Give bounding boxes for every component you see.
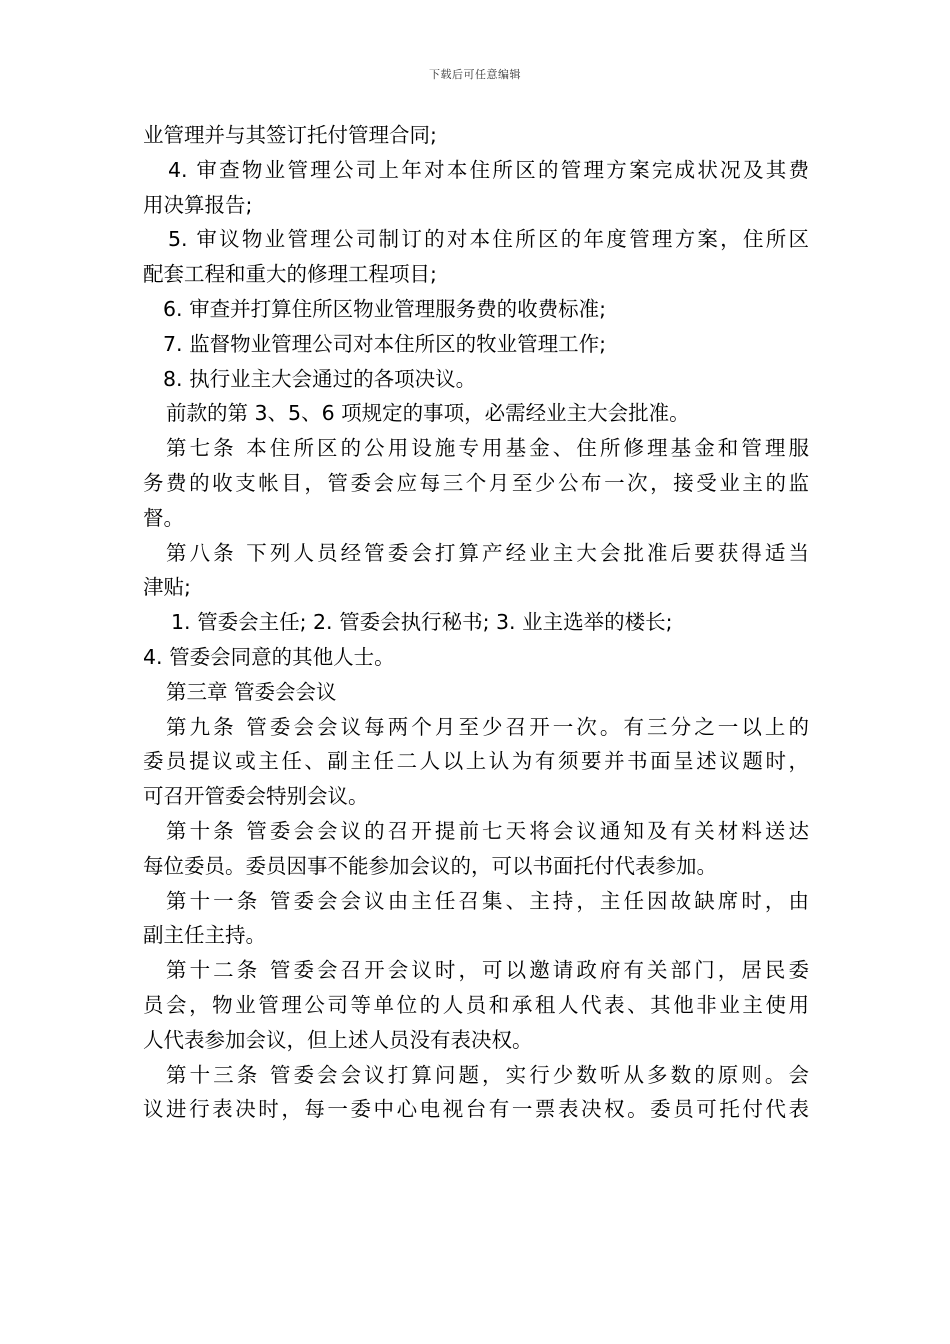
text-line: 务费的收支帐目，管委会应每三个月至少公布一次，接受业主的监 (143, 470, 809, 495)
text-line: 津贴; (143, 575, 191, 600)
document-body (143, 118, 809, 1127)
text-line: 员会，物业管理公司等单位的人员和承租人代表、其他非业主使用 (143, 992, 809, 1017)
text-line: 督。 (143, 505, 184, 530)
article-7: 第七条 本住所区的公用设施专用基金、住所修理基金和管理服 (166, 436, 809, 461)
article-11: 第十一条 管委会会议由主任召集、主持，主任因故缺席时，由 (166, 888, 809, 913)
text-line: 配套工程和重大的修理工程项目; (143, 262, 437, 287)
article-10: 第十条 管委会会议的召开提前七天将会议通知及有关材料送达 (166, 818, 809, 843)
chapter-heading: 第三章 管委会会议 (166, 679, 337, 704)
article-9: 第九条 管委会会议每两个月至少召开一次。有三分之一以上的 (166, 714, 809, 739)
text-line: 每位委员。委员因事不能参加会议的，可以书面托付代表参加。 (143, 853, 717, 878)
list-item-8: 8. 执行业主大会通过的各项决议。 (163, 366, 477, 391)
text-line: 4. 管委会同意的其他人士。 (143, 644, 395, 669)
text-line: 副主任主持。 (143, 923, 266, 948)
list-item-4: 4. 审查物业管理公司上年对本住所区的管理方案完成状况及其费 (168, 157, 809, 182)
article-8: 第八条 下列人员经管委会打算产经业主大会批准后要获得适当 (166, 540, 809, 565)
list-item-allowance: 1. 管委会主任; 2. 管委会执行秘书; 3. 业主选举的楼长; (171, 610, 673, 635)
paragraph-note: 前款的第 3、5、6 项规定的事项，必需经业主大会批准。 (166, 401, 690, 426)
article-13: 第十三条 管委会会议打算问题，实行少数听从多数的原则。会 (166, 1062, 809, 1087)
list-item-6: 6. 审查并打算住所区物业管理服务费的收费标准; (163, 296, 606, 321)
text-line: 可召开管委会特别会议。 (143, 784, 369, 809)
text-line: 议进行表决时，每一委中心电视台有一票表决权。委员可托付代表 (143, 1097, 809, 1122)
text-line: 人代表参加会议，但上述人员没有表决权。 (143, 1027, 533, 1052)
list-item-5: 5. 审议物业管理公司制订的对本住所区的年度管理方案，住所区 (168, 227, 809, 252)
list-item-7: 7. 监督物业管理公司对本住所区的牧业管理工作; (163, 331, 606, 356)
text-line: 用决算报告; (143, 192, 253, 217)
page-header: 下载后可任意编辑 (429, 68, 521, 81)
text-line: 业管理并与其签订托付管理合同; (143, 123, 437, 147)
text-line: 委员提议或主任、副主任二人以上认为有须要并书面呈述议题时， (143, 749, 809, 774)
article-12: 第十二条 管委会召开会议时，可以邀请政府有关部门，居民委 (166, 958, 809, 983)
